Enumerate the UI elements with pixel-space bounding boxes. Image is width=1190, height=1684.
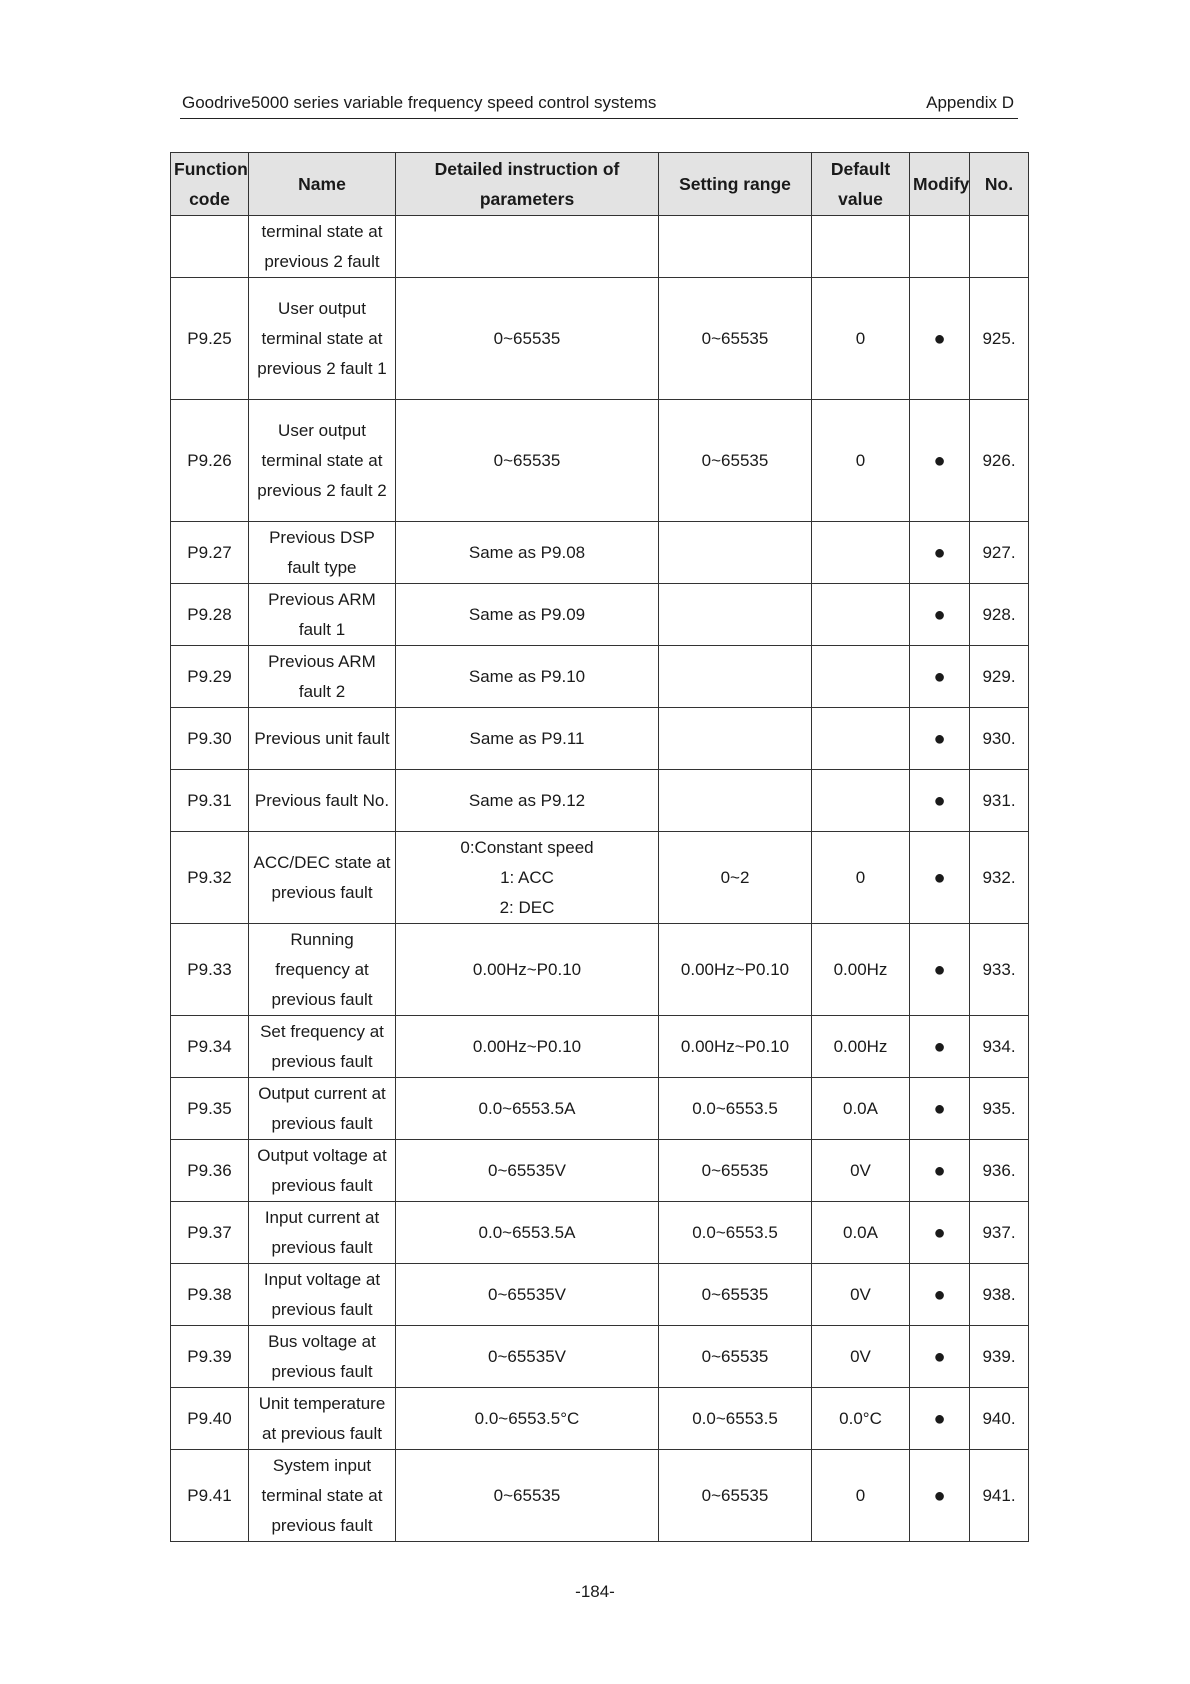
cell-function-code: P9.33 xyxy=(171,924,249,1016)
table-row xyxy=(171,1078,1029,1140)
cell-name: Output voltage at previous fault xyxy=(249,1140,396,1202)
table-row xyxy=(171,708,1029,770)
table-row xyxy=(171,216,1029,278)
cell-default-value: 0 xyxy=(812,832,910,924)
cell-detail: 0.00Hz~P0.10 xyxy=(396,924,659,1016)
cell-detail: 0~65535 xyxy=(396,278,659,400)
column-header-function-code: Function code xyxy=(171,153,249,216)
table-row xyxy=(171,1388,1029,1450)
cell-no: 928. xyxy=(970,584,1029,646)
cell-function-code: P9.36 xyxy=(171,1140,249,1202)
cell-name: Bus voltage at previous fault xyxy=(249,1326,396,1388)
cell-detail: 0~65535V xyxy=(396,1326,659,1388)
cell-default-value: 0V xyxy=(812,1326,910,1388)
cell-function-code: P9.28 xyxy=(171,584,249,646)
cell-name: Set frequency at previous fault xyxy=(249,1016,396,1078)
cell-default-value xyxy=(812,708,910,770)
cell-default-value xyxy=(812,216,910,278)
cell-detail: 0~65535 xyxy=(396,1450,659,1542)
page-number: -184- xyxy=(575,1582,615,1601)
cell-no: 937. xyxy=(970,1202,1029,1264)
table-row xyxy=(171,400,1029,522)
cell-name: ACC/DEC state at previous fault xyxy=(249,832,396,924)
cell-modify: ● xyxy=(910,1388,970,1450)
cell-function-code: P9.27 xyxy=(171,522,249,584)
cell-name: Previous ARM fault 2 xyxy=(249,646,396,708)
cell-detail: Same as P9.09 xyxy=(396,584,659,646)
cell-modify: ● xyxy=(910,1264,970,1326)
column-header-default-value: Default value xyxy=(812,153,910,216)
cell-no: 932. xyxy=(970,832,1029,924)
cell-function-code: P9.29 xyxy=(171,646,249,708)
cell-modify: ● xyxy=(910,400,970,522)
cell-detail: Same as P9.10 xyxy=(396,646,659,708)
cell-name: User output terminal state at previous 2 fault 2 xyxy=(249,400,396,522)
table-header-row xyxy=(171,153,1029,216)
cell-no: 926. xyxy=(970,400,1029,522)
cell-setting-range: 0.0~6553.5 xyxy=(659,1078,812,1140)
cell-default-value xyxy=(812,584,910,646)
cell-no: 929. xyxy=(970,646,1029,708)
table-row xyxy=(171,278,1029,400)
cell-name: Previous DSP fault type xyxy=(249,522,396,584)
cell-name: Previous unit fault xyxy=(249,708,396,770)
cell-setting-range: 0.00Hz~P0.10 xyxy=(659,1016,812,1078)
cell-name: Previous fault No. xyxy=(249,770,396,832)
cell-detail: 0.00Hz~P0.10 xyxy=(396,1016,659,1078)
cell-function-code: P9.38 xyxy=(171,1264,249,1326)
cell-no: 930. xyxy=(970,708,1029,770)
column-header-no: No. xyxy=(970,153,1029,216)
cell-modify: ● xyxy=(910,646,970,708)
table-row xyxy=(171,584,1029,646)
cell-setting-range xyxy=(659,522,812,584)
cell-default-value: 0.00Hz xyxy=(812,924,910,1016)
page-header xyxy=(180,92,1018,119)
table-row xyxy=(171,832,1029,924)
cell-setting-range xyxy=(659,646,812,708)
cell-default-value: 0.0°C xyxy=(812,1388,910,1450)
cell-no: 939. xyxy=(970,1326,1029,1388)
table-row xyxy=(171,522,1029,584)
cell-function-code: P9.31 xyxy=(171,770,249,832)
cell-detail: 0.0~6553.5A xyxy=(396,1078,659,1140)
table-row xyxy=(171,1016,1029,1078)
cell-default-value xyxy=(812,646,910,708)
cell-default-value: 0.00Hz xyxy=(812,1016,910,1078)
cell-no: 931. xyxy=(970,770,1029,832)
cell-name: Input current at previous fault xyxy=(249,1202,396,1264)
cell-name: System input terminal state at previous fault xyxy=(249,1450,396,1542)
cell-modify xyxy=(910,216,970,278)
cell-setting-range: 0~65535 xyxy=(659,400,812,522)
cell-setting-range: 0~65535 xyxy=(659,1264,812,1326)
cell-setting-range: 0~65535 xyxy=(659,1326,812,1388)
cell-modify: ● xyxy=(910,1140,970,1202)
cell-no: 934. xyxy=(970,1016,1029,1078)
cell-modify: ● xyxy=(910,1202,970,1264)
cell-modify: ● xyxy=(910,1078,970,1140)
cell-function-code: P9.26 xyxy=(171,400,249,522)
cell-default-value: 0V xyxy=(812,1264,910,1326)
cell-name: terminal state at previous 2 fault xyxy=(249,216,396,278)
cell-no: 925. xyxy=(970,278,1029,400)
cell-modify: ● xyxy=(910,924,970,1016)
cell-detail: 0.0~6553.5A xyxy=(396,1202,659,1264)
cell-name: Previous ARM fault 1 xyxy=(249,584,396,646)
document-title: Goodrive5000 series variable frequency speed control systems xyxy=(182,93,657,112)
cell-detail: 0:Constant speed 1: ACC 2: DEC xyxy=(396,832,659,924)
cell-setting-range: 0~65535 xyxy=(659,278,812,400)
column-header-detail: Detailed instruction of parameters xyxy=(396,153,659,216)
cell-setting-range: 0~65535 xyxy=(659,1450,812,1542)
cell-function-code: P9.41 xyxy=(171,1450,249,1542)
cell-default-value: 0.0A xyxy=(812,1202,910,1264)
parameter-table xyxy=(170,152,1029,1542)
cell-function-code: P9.40 xyxy=(171,1388,249,1450)
cell-no: 933. xyxy=(970,924,1029,1016)
cell-detail xyxy=(396,216,659,278)
cell-modify: ● xyxy=(910,1450,970,1542)
cell-setting-range xyxy=(659,584,812,646)
cell-detail: 0~65535V xyxy=(396,1140,659,1202)
cell-default-value: 0V xyxy=(812,1140,910,1202)
cell-setting-range: 0.00Hz~P0.10 xyxy=(659,924,812,1016)
cell-setting-range xyxy=(659,708,812,770)
cell-default-value xyxy=(812,522,910,584)
cell-function-code xyxy=(171,216,249,278)
cell-default-value xyxy=(812,770,910,832)
cell-default-value: 0 xyxy=(812,400,910,522)
table-row xyxy=(171,1450,1029,1542)
cell-detail: Same as P9.08 xyxy=(396,522,659,584)
cell-default-value: 0.0A xyxy=(812,1078,910,1140)
cell-setting-range: 0.0~6553.5 xyxy=(659,1202,812,1264)
cell-setting-range: 0.0~6553.5 xyxy=(659,1388,812,1450)
cell-name: Running frequency at previous fault xyxy=(249,924,396,1016)
table-row xyxy=(171,1264,1029,1326)
cell-detail: Same as P9.12 xyxy=(396,770,659,832)
cell-detail: 0.0~6553.5°C xyxy=(396,1388,659,1450)
cell-function-code: P9.30 xyxy=(171,708,249,770)
table-row xyxy=(171,1140,1029,1202)
cell-setting-range xyxy=(659,770,812,832)
cell-modify: ● xyxy=(910,770,970,832)
cell-modify: ● xyxy=(910,1016,970,1078)
cell-setting-range: 0~65535 xyxy=(659,1140,812,1202)
cell-no: 936. xyxy=(970,1140,1029,1202)
cell-function-code: P9.34 xyxy=(171,1016,249,1078)
column-header-modify: Modify xyxy=(910,153,970,216)
cell-setting-range xyxy=(659,216,812,278)
cell-function-code: P9.39 xyxy=(171,1326,249,1388)
cell-name: Input voltage at previous fault xyxy=(249,1264,396,1326)
cell-modify: ● xyxy=(910,278,970,400)
section-label: Appendix D xyxy=(926,93,1014,112)
cell-function-code: P9.25 xyxy=(171,278,249,400)
cell-modify: ● xyxy=(910,1326,970,1388)
cell-no: 927. xyxy=(970,522,1029,584)
cell-name: User output terminal state at previous 2 fault 1 xyxy=(249,278,396,400)
column-header-name: Name xyxy=(249,153,396,216)
table-row xyxy=(171,1202,1029,1264)
cell-detail: 0~65535 xyxy=(396,400,659,522)
table-row xyxy=(171,924,1029,1016)
cell-no: 938. xyxy=(970,1264,1029,1326)
cell-name: Unit temperature at previous fault xyxy=(249,1388,396,1450)
column-header-setting-range: Setting range xyxy=(659,153,812,216)
cell-no xyxy=(970,216,1029,278)
cell-modify: ● xyxy=(910,584,970,646)
cell-default-value: 0 xyxy=(812,1450,910,1542)
cell-modify: ● xyxy=(910,832,970,924)
cell-no: 935. xyxy=(970,1078,1029,1140)
cell-function-code: P9.35 xyxy=(171,1078,249,1140)
table-row xyxy=(171,770,1029,832)
cell-detail: 0~65535V xyxy=(396,1264,659,1326)
cell-modify: ● xyxy=(910,522,970,584)
cell-function-code: P9.32 xyxy=(171,832,249,924)
cell-modify: ● xyxy=(910,708,970,770)
table-row xyxy=(171,1326,1029,1388)
cell-function-code: P9.37 xyxy=(171,1202,249,1264)
cell-name: Output current at previous fault xyxy=(249,1078,396,1140)
cell-setting-range: 0~2 xyxy=(659,832,812,924)
cell-no: 940. xyxy=(970,1388,1029,1450)
table-body xyxy=(171,216,1029,1542)
table-row xyxy=(171,646,1029,708)
cell-no: 941. xyxy=(970,1450,1029,1542)
cell-detail: Same as P9.11 xyxy=(396,708,659,770)
cell-default-value: 0 xyxy=(812,278,910,400)
